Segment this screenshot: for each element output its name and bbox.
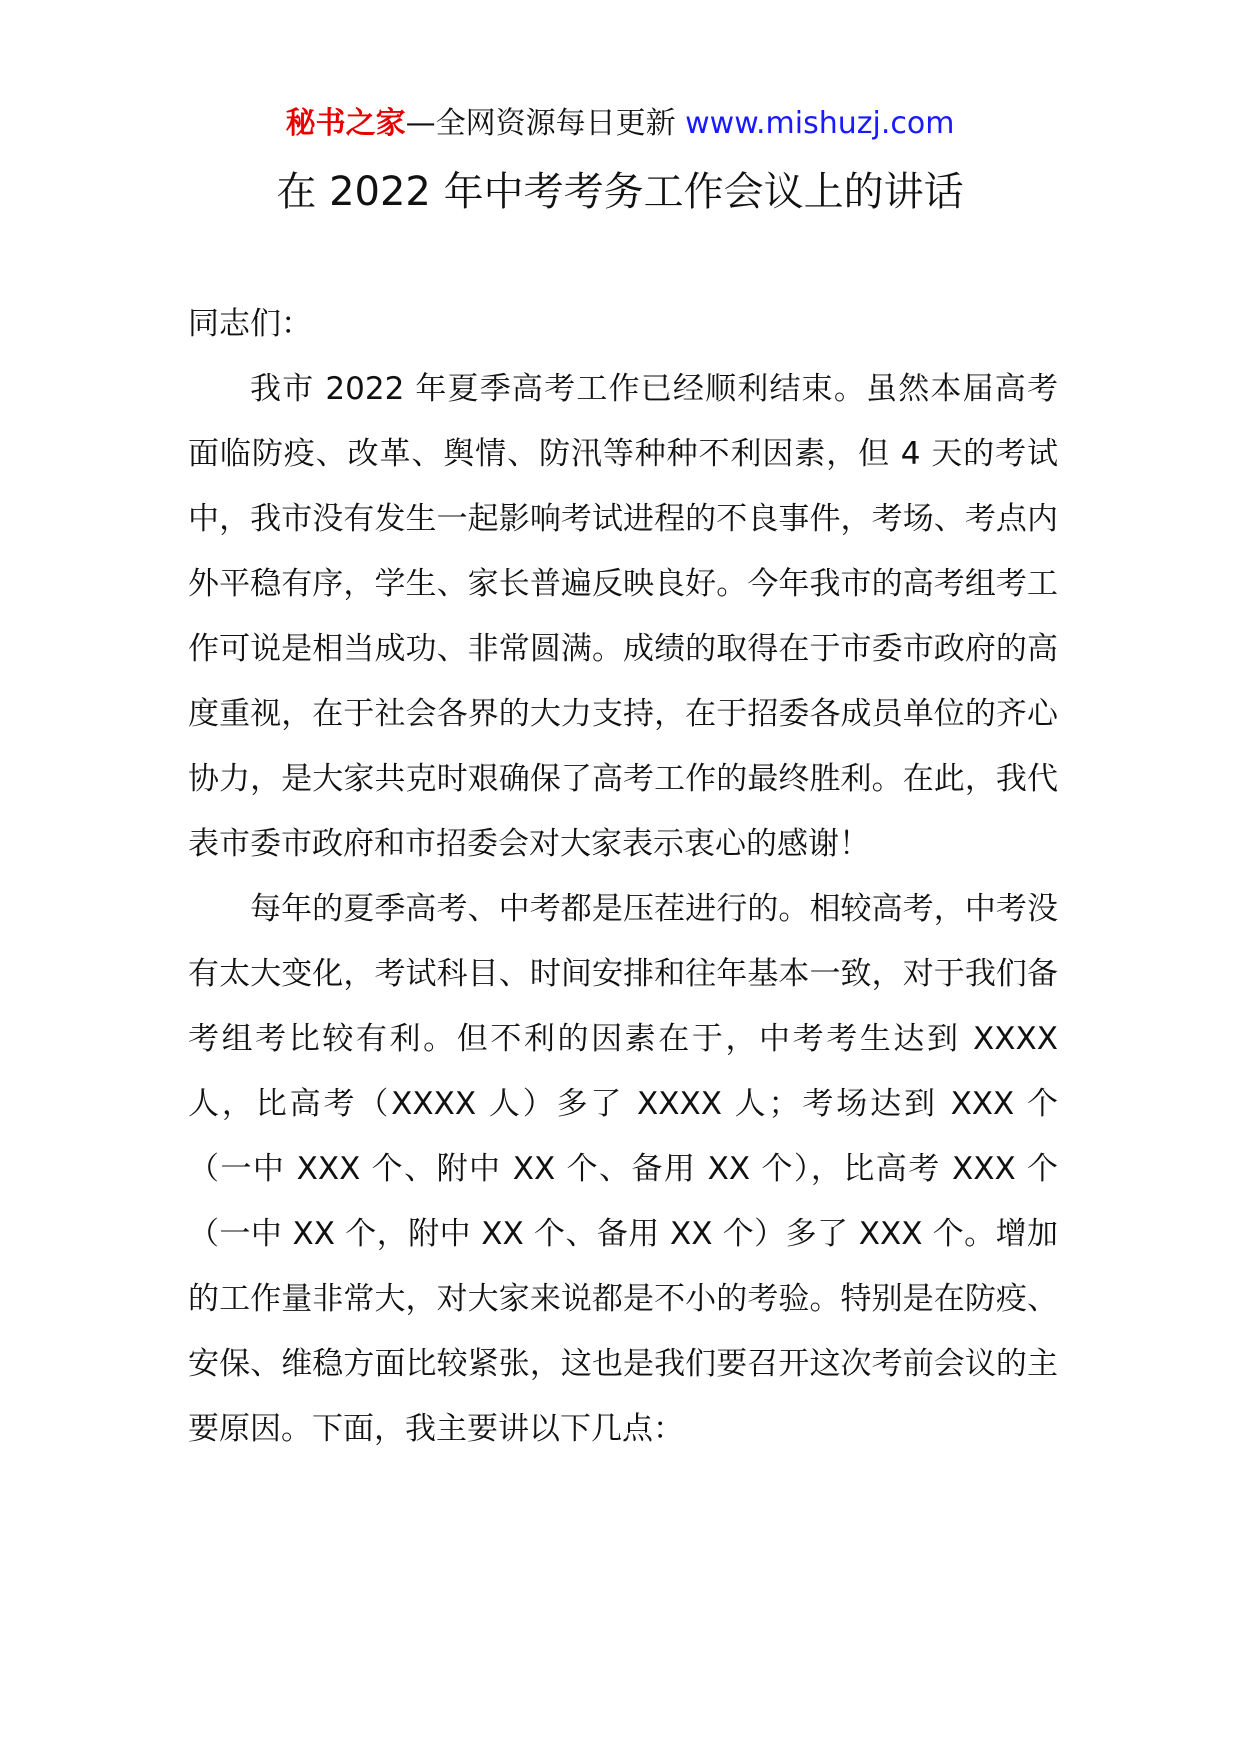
site-brand: 秘书之家 <box>285 106 406 141</box>
paragraph-1: 我市 2022 年夏季高考工作已经顺利结束。虽然本届高考面临防疫、改革、舆情、防汛等种种不利因素，但 4 天的考试中，我市没有发生一起影响考试进程的不良事件，考场、考点内外平稳有序，学生、家长普遍反映良好。今年我市的高考组考工作可说是相当成功、非常圆满。成绩的取得在于市委市政府的高度重视，在于社会各界的大力支持，在于招委各成员单位的齐心协力，是大家共克时艰确保了高考工作的最终胜利。在此，我代表市委市政府和市招委会对大家表示衷心的感谢！ <box>188 371 1058 862</box>
site-tagline: —全网资源每日更新 <box>405 106 686 141</box>
site-header <box>0 102 1240 146</box>
paragraph-2: 每年的夏季高考、中考都是压茬进行的。相较高考，中考没有太大变化，考试科目、时间安排和往年基本一致，对于我们备考组考比较有利。但不利的因素在于，中考考生达到 XXXX 人，比高考（XXXX 人）多了 XXXX 人；考场达到 XXX 个（一中 XXX 个、附中 XX 个、备用 XX 个），比高考 XXX 个（一中 XX 个，附中 XX 个、备用 XX 个）多了 XXX 个。增加的工作量非常大，对大家来说都是不小的考验。特别是在防疫、安保、维稳方面比较紧张，这也是我们要召开这次考前会议的主要原因。下面，我主要讲以下几点： <box>188 891 1058 1447</box>
site-url-link[interactable]: www.mishuzj.com <box>685 106 955 141</box>
document-body <box>188 292 1058 1462</box>
salutation: 同志们： <box>188 306 312 342</box>
document-title: 在 2022 年中考考务工作会议上的讲话 <box>276 169 964 215</box>
